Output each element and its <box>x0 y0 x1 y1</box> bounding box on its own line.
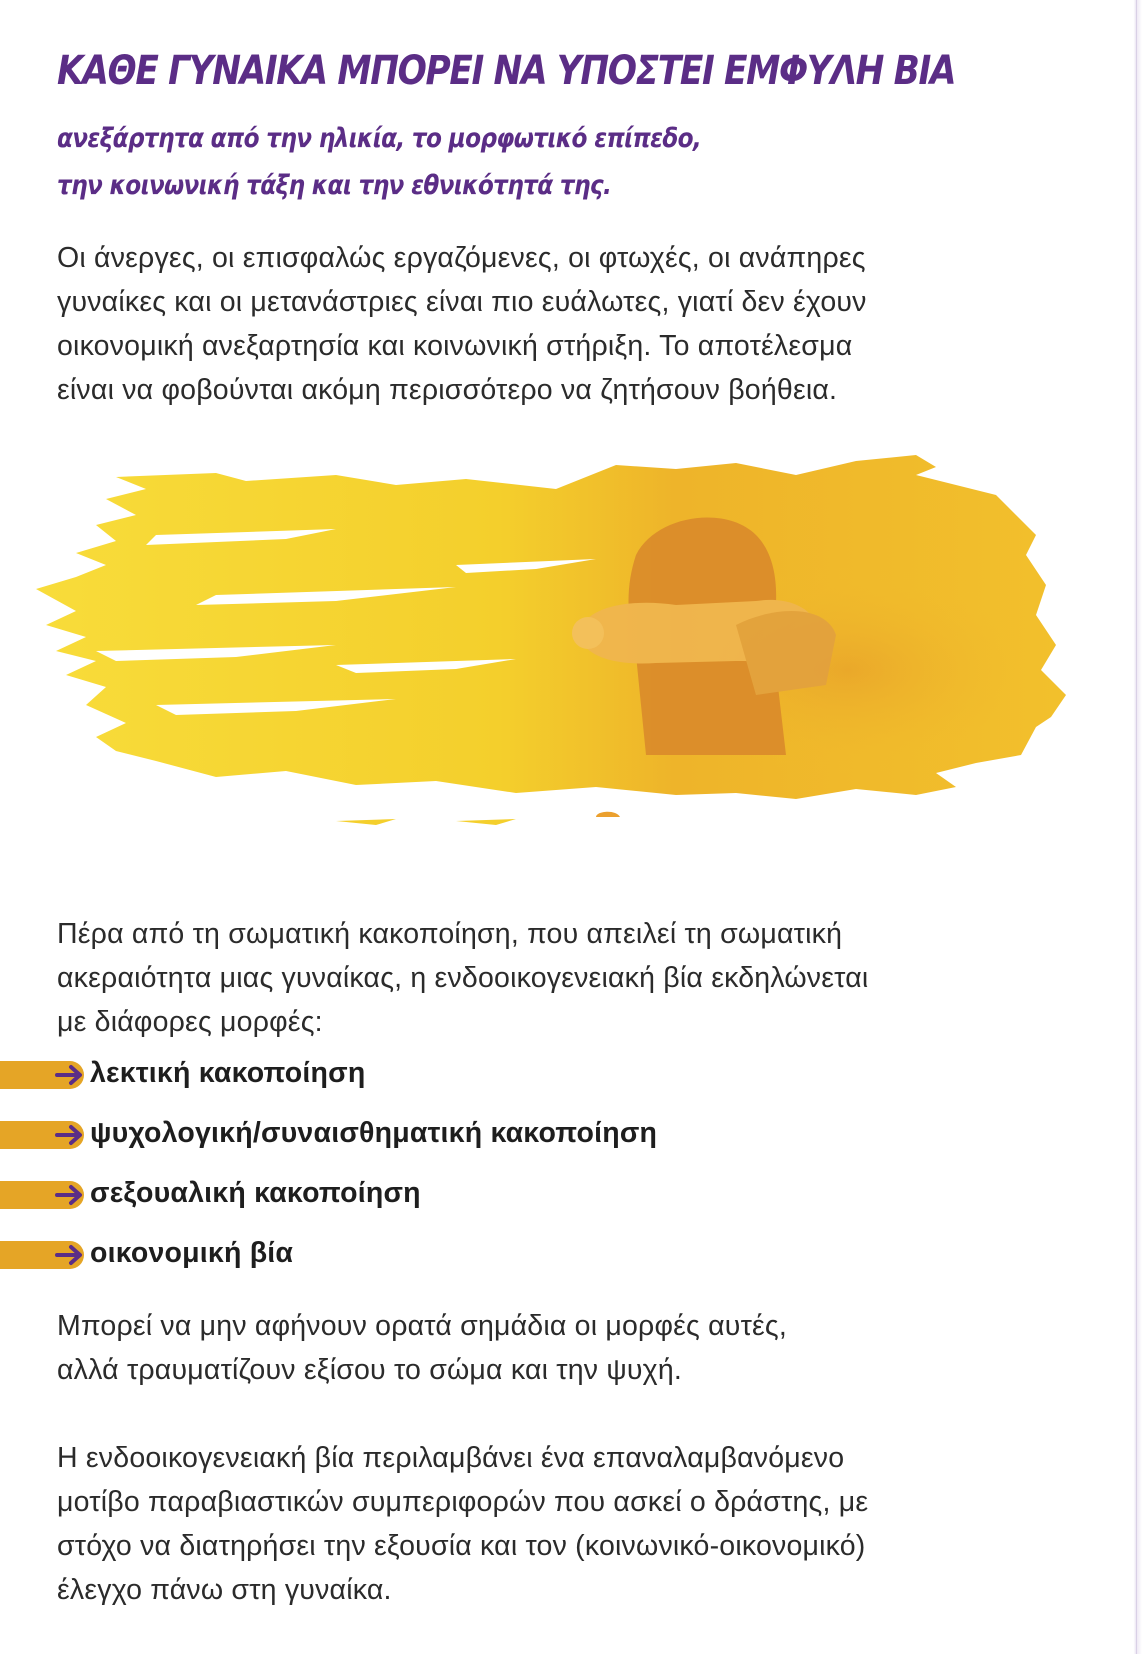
subheadline-line-2: την κοινωνική τάξη και την εθνικότητά της. <box>57 170 612 201</box>
page-edge <box>1130 0 1142 1654</box>
intro-line: οικονομική ανεξαρτησία και κοινωνική στήριξη. Το αποτέλεσμα <box>57 330 853 362</box>
intro-line: Οι άνεργες, οι επισφαλώς εργαζόμενες, οι φτωχές, οι ανάπηρες <box>57 242 866 274</box>
intro-line: είναι να φοβούνται ακόμη περισσότερο να ζητήσουν βοήθεια. <box>57 374 838 406</box>
headline: ΚΑΘΕ ΓΥΝΑΙΚΑ ΜΠΟΡΕΙ ΝΑ ΥΠΟΣΤΕΙ ΕΜΦΥΛΗ ΒΙΑ <box>57 48 956 94</box>
forms-intro-line: με διάφορες μορφές: <box>57 1006 323 1038</box>
right-arrow-icon <box>53 1239 87 1271</box>
list-item <box>0 1105 900 1165</box>
list-item-label: ψυχολογική/συναισθηματική κακοποίηση <box>90 1117 658 1149</box>
definition-line: στόχο να διατηρήσει την εξουσία και τον (κοινωνικό-οικονομικό) <box>57 1530 866 1562</box>
forms-intro-line: ακεραιότητα μιας γυναίκας, η ενδοοικογενειακή βία εκδηλώνεται <box>57 962 869 994</box>
closing-line: Μπορεί να μην αφήνουν ορατά σημάδια οι μορφές αυτές, <box>57 1310 787 1342</box>
definition-line: Η ενδοοικογενειακή βία περιλαμβάνει ένα επαναλαμβανόμενο <box>57 1442 845 1474</box>
intro-paragraph <box>57 236 1077 412</box>
list-item-label: λεκτική κακοποίηση <box>90 1057 366 1089</box>
forms-intro-paragraph <box>57 912 1077 1044</box>
right-arrow-icon <box>53 1119 87 1151</box>
list-item <box>0 1045 900 1105</box>
definition-paragraph <box>57 1436 1077 1612</box>
right-arrow-icon <box>53 1059 87 1091</box>
definition-line: μοτίβο παραβιαστικών συμπεριφορών που ασκεί ο δράστης, με <box>57 1486 869 1518</box>
list-item <box>0 1165 900 1225</box>
closing-paragraph <box>57 1304 1077 1392</box>
forms-intro-line: Πέρα από τη σωματική κακοποίηση, που απειλεί τη σωματική <box>57 918 843 950</box>
list-item-label: οικονομική βία <box>90 1237 294 1269</box>
definition-line: έλεγχο πάνω στη γυναίκα. <box>57 1574 392 1606</box>
list-item <box>0 1225 900 1285</box>
closing-line: αλλά τραυματίζουν εξίσου το σώμα και την ψυχή. <box>57 1354 682 1386</box>
right-arrow-icon <box>53 1179 87 1211</box>
intro-line: γυναίκες και οι μετανάστριες είναι πιο ευάλωτες, γιατί δεν έχουν <box>57 286 867 318</box>
abuse-forms-list <box>0 1045 900 1285</box>
brush-stroke-illustration <box>36 455 1088 875</box>
list-item-label: σεξουαλική κακοποίηση <box>90 1177 421 1209</box>
subheadline-line-1: ανεξάρτητα από την ηλικία, το μορφωτικό επίπεδο, <box>57 123 702 154</box>
